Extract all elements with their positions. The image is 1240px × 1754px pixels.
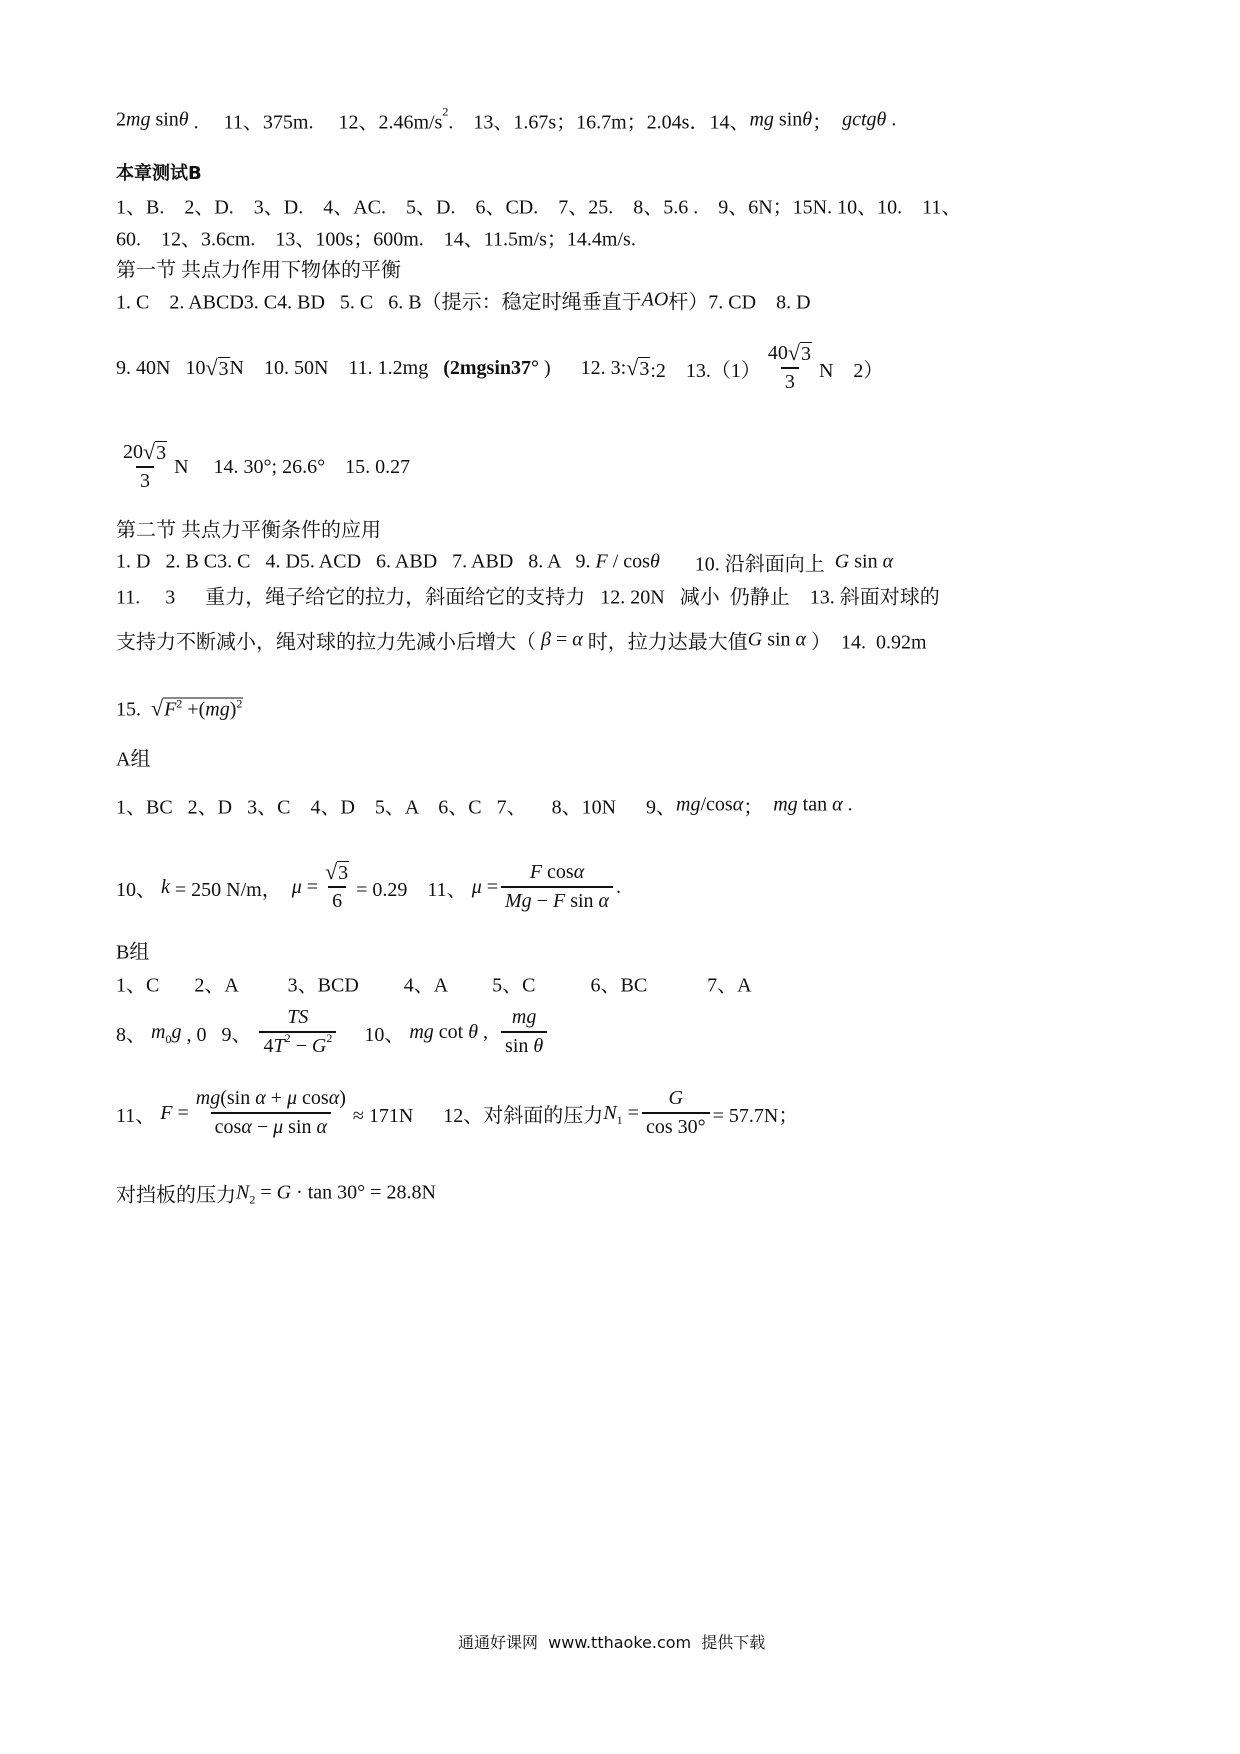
fraction <box>259 1006 336 1058</box>
math-variable: θ <box>178 108 189 131</box>
text-run: ） 14. 0.92m <box>806 631 927 654</box>
text-run: cot <box>433 1020 469 1043</box>
bold-text: 本章测试B <box>116 163 202 184</box>
numerator <box>508 1006 540 1031</box>
math-variable: G <box>276 1181 292 1204</box>
math-variable: α <box>241 1116 252 1138</box>
math-variable: μ <box>287 1087 298 1109</box>
text-run: sin <box>150 108 179 131</box>
section-2-line-1 <box>116 548 893 577</box>
text-run: ) 12. 3: <box>539 356 627 379</box>
numerator <box>283 1006 312 1031</box>
denominator <box>259 1031 336 1058</box>
math-variable: α <box>832 793 843 816</box>
math-variable: θ <box>649 550 660 573</box>
math-variable: β <box>541 628 551 651</box>
denominator <box>328 886 346 913</box>
text-run: = 0.29 11、 <box>356 878 472 901</box>
text-run: 2 <box>116 108 126 131</box>
math-variable: mg <box>511 1006 537 1028</box>
subscript: 0 <box>165 1031 172 1046</box>
group-a-line-2 <box>116 861 621 913</box>
text-run: cos <box>214 1116 242 1138</box>
radical-sign: √ <box>151 695 164 721</box>
math-variable: F <box>552 890 566 912</box>
denominator <box>211 1112 331 1139</box>
radical-sign: √ <box>626 354 639 380</box>
text-run: = <box>301 875 319 898</box>
text-run: 11、 <box>116 1104 161 1127</box>
text-run: ) <box>339 1087 346 1109</box>
text-run: − <box>251 1116 274 1138</box>
text-run: 支持力不断减小，绳对球的拉力先减小后增大（ <box>116 631 541 654</box>
section-1-line-2 <box>116 342 883 394</box>
denominator <box>501 886 613 913</box>
math-variable: α <box>328 1087 340 1109</box>
math-variable: G <box>834 550 850 573</box>
math-variable: μ <box>471 875 482 898</box>
text-run: = <box>255 1181 277 1204</box>
text-run: cos <box>297 1087 329 1109</box>
text-run: 1、B. 2、D. 3、D. 4、AC. 5、D. 6、CD. 7、25. 8、5.6 . 9、6N；15N. 10、10. 11、 <box>116 196 962 219</box>
math-variable: α <box>316 1116 327 1138</box>
square-root <box>205 354 229 380</box>
group-a-heading <box>116 743 150 772</box>
radicand <box>218 357 230 380</box>
text-run: 3 <box>800 343 811 365</box>
text-run: , 0 9、 <box>181 1023 257 1046</box>
text-run: 60. 12、3.6cm. 13、100s；600m. 14、11.5m/s；14.4m/s. <box>116 228 636 251</box>
math-variable: mg <box>126 108 151 131</box>
radical-sign: √ <box>205 354 218 380</box>
text-run: 第二节 共点力平衡条件的应用 <box>116 519 381 542</box>
math-variable: F <box>529 861 543 883</box>
text-run: /cos <box>700 793 733 816</box>
text-run: N 2） <box>818 359 884 382</box>
math-variable: μ <box>273 1116 284 1138</box>
numerator <box>665 1087 687 1112</box>
text-run: sin <box>773 108 803 131</box>
text-run: ； <box>743 796 774 819</box>
text-run: 第一节 共点力作用下物体的平衡 <box>116 259 401 282</box>
text-run: 对挡板的压力 <box>116 1184 236 1207</box>
text-run: ) <box>229 698 237 721</box>
text-run: sin <box>283 1116 317 1138</box>
square-root <box>788 342 812 365</box>
radical-sign: √ <box>325 859 338 884</box>
test-b-line-2 <box>116 223 636 252</box>
superscript: 2 <box>236 696 243 711</box>
math-variable: α <box>255 1087 266 1109</box>
math-variable: F <box>160 1101 173 1124</box>
group-b-line-4 <box>116 1179 436 1208</box>
square-root <box>151 695 243 723</box>
text-run: 11. 3 重力，绳子给它的拉力，斜面给它的支持力 12. 20N 减小 仍静止 13. 斜面对球的 <box>116 586 940 609</box>
text-run: − <box>290 1035 312 1057</box>
math-variable: α <box>732 793 744 816</box>
text-run: 6 <box>332 890 343 912</box>
math-variable: mg <box>676 793 701 816</box>
math-variable: mg <box>409 1020 434 1043</box>
text-run: (sin <box>220 1087 256 1109</box>
math-variable: α <box>795 628 807 651</box>
text-run: 10、 <box>116 878 161 901</box>
denominator <box>501 1031 547 1058</box>
numerator <box>764 342 816 367</box>
numerator <box>119 441 171 466</box>
fraction <box>642 1087 710 1139</box>
math-variable: θ <box>533 1035 544 1057</box>
text-run: 10、 <box>339 1023 410 1046</box>
text-run: :2 13.（1） <box>650 359 761 382</box>
math-variable: Mg <box>505 890 532 912</box>
math-variable: θ <box>468 1020 479 1043</box>
math-variable: α <box>573 861 585 883</box>
math-variable: μ <box>291 875 302 898</box>
denominator <box>136 466 154 493</box>
group-b-heading <box>116 936 149 965</box>
text-run: 3 <box>218 357 229 380</box>
math-variable: m <box>151 1020 166 1043</box>
math-variable: g <box>171 1020 182 1043</box>
text-run: · tan 30° = 28.8N <box>291 1181 436 1204</box>
text-run: . 11、375m. 12、2.46m/s <box>188 111 443 134</box>
text-run: . <box>886 108 897 131</box>
math-variable: TS <box>287 1006 309 1028</box>
group-b-line-2 <box>116 1006 550 1058</box>
text-run: sin <box>505 1035 534 1057</box>
bold-text: (2mgsin37° <box>443 356 540 379</box>
text-run: N 14. 30°; 26.6° 15. 0.27 <box>174 455 411 478</box>
text-run: = <box>622 1101 639 1124</box>
fraction <box>321 861 353 913</box>
section-1-line-3 <box>116 441 410 493</box>
text-run: sin <box>849 550 883 573</box>
text-run: 3 <box>784 371 795 393</box>
math-variable: θ <box>802 108 813 131</box>
math-variable: N <box>603 1101 617 1124</box>
denominator <box>781 367 799 394</box>
text-run: . 13、1.67s；16.7m；2.04s．14、 <box>448 111 750 134</box>
text-run: cos 30° <box>645 1116 706 1138</box>
superscript: 2 <box>284 1031 291 1045</box>
math-variable: N <box>236 1181 250 1204</box>
subscript: 2 <box>249 1192 256 1207</box>
section-2-line-3 <box>116 626 927 655</box>
fraction <box>192 1087 350 1139</box>
fraction <box>764 342 816 394</box>
math-variable: AO <box>641 288 669 311</box>
text-run: = 57.7N； <box>712 1104 799 1127</box>
group-a-line-1 <box>116 791 853 820</box>
chapter-test-b-heading <box>116 159 202 185</box>
superscript: 2 <box>176 696 183 711</box>
math-variable: α <box>572 628 583 651</box>
text-run: − <box>531 890 553 912</box>
math-variable: k <box>161 875 170 898</box>
radicand <box>800 342 812 365</box>
superscript: 2 <box>326 1031 333 1045</box>
math-variable: G <box>668 1087 683 1109</box>
radicand <box>337 861 349 884</box>
math-variable: G <box>747 628 763 651</box>
text-run: . <box>616 875 622 898</box>
math-variable: mg <box>205 698 230 721</box>
square-root <box>325 861 349 884</box>
text-run: 1、C 2、A 3、BCD 4、A 5、C 6、BC 7、A <box>116 974 752 997</box>
text-run: , <box>478 1020 499 1043</box>
text-run: 时，拉力达最大值 <box>582 631 748 654</box>
text-run: = <box>481 875 499 898</box>
section-2-heading <box>116 514 381 543</box>
test-b-line-1 <box>116 191 961 220</box>
math-variable: F <box>164 698 177 721</box>
section-1-heading <box>116 254 401 283</box>
numerator <box>321 861 353 886</box>
text-run: = 250 N/m， <box>169 878 292 901</box>
answers-line-1 <box>116 106 896 135</box>
text-run: = <box>550 628 573 651</box>
text-run: 1、BC 2、D 3、C 4、D 5、A 6、C 7、 8、10N 9、 <box>116 796 677 819</box>
text-run: + <box>265 1087 287 1109</box>
fraction <box>119 441 171 493</box>
text-run: 4 <box>263 1035 274 1057</box>
text-run: 1. D 2. B C3. C 4. D5. ACD 6. ABD 7. ABD 8. A 9. <box>116 550 596 573</box>
math-variable: G <box>311 1035 327 1057</box>
radicand <box>155 441 167 464</box>
text-run: 1. C 2. ABCD3. C4. BD 5. C 6. B（提示：稳定时绳垂直于 <box>116 291 642 314</box>
text-run: N 10. 50N 11. 1.2mg <box>229 356 444 379</box>
text-run: +( <box>182 698 206 721</box>
math-variable: mg <box>195 1087 221 1109</box>
superscript: 2 <box>442 104 449 119</box>
math-variable: α <box>882 550 894 573</box>
square-root <box>143 441 167 464</box>
text-run: 20 <box>123 441 143 463</box>
text-run: 8、 <box>116 1023 151 1046</box>
math-variable: mg <box>773 793 798 816</box>
radicand <box>638 357 650 380</box>
denominator <box>642 1112 710 1139</box>
math-variable: T <box>273 1035 285 1057</box>
group-b-line-1 <box>116 969 752 998</box>
text-run: 3 <box>639 357 650 380</box>
radical-sign: √ <box>143 439 156 464</box>
text-run: 15. <box>116 698 151 721</box>
text-run: 40 <box>767 342 788 364</box>
text-run: ； <box>812 111 843 134</box>
text-run: 3 <box>140 470 151 492</box>
text-run: 9. 40N 10 <box>116 356 206 379</box>
text-run: . <box>842 793 853 816</box>
text-run: ≈ 171N 12、对斜面的压力 <box>352 1104 604 1127</box>
text-run: tan <box>797 793 833 816</box>
fraction <box>501 1006 547 1058</box>
numerator <box>192 1087 350 1112</box>
fraction <box>501 861 613 913</box>
math-variable: mg <box>749 108 774 131</box>
radicand <box>163 698 243 723</box>
subscript: 1 <box>616 1112 623 1127</box>
group-b-line-3 <box>116 1087 798 1139</box>
text-run: A组 <box>116 748 151 771</box>
section-2-line-4 <box>116 695 243 723</box>
text-run: = <box>172 1101 189 1124</box>
text-run: / cos <box>607 550 650 573</box>
page-footer: 通通好课网 www.tthaoke.com 提供下载 <box>458 1633 766 1652</box>
section-2-line-2 <box>116 581 940 610</box>
text-run: cos <box>542 861 574 883</box>
section-1-line-1 <box>116 286 811 315</box>
text-run: 3 <box>338 862 349 884</box>
text-run: 10. 沿斜面向上 <box>659 553 835 576</box>
numerator <box>526 861 588 886</box>
math-variable: gctgθ <box>842 108 887 131</box>
text-run: 3 <box>156 442 167 464</box>
text-run: sin <box>762 628 796 651</box>
text-run: 杆）7. CD 8. D <box>668 291 811 314</box>
text-run: sin <box>565 890 599 912</box>
math-variable: α <box>598 890 610 912</box>
text-run: B组 <box>116 941 150 964</box>
square-root <box>626 354 650 380</box>
math-variable: F <box>595 550 608 573</box>
radical-sign: √ <box>787 340 800 365</box>
